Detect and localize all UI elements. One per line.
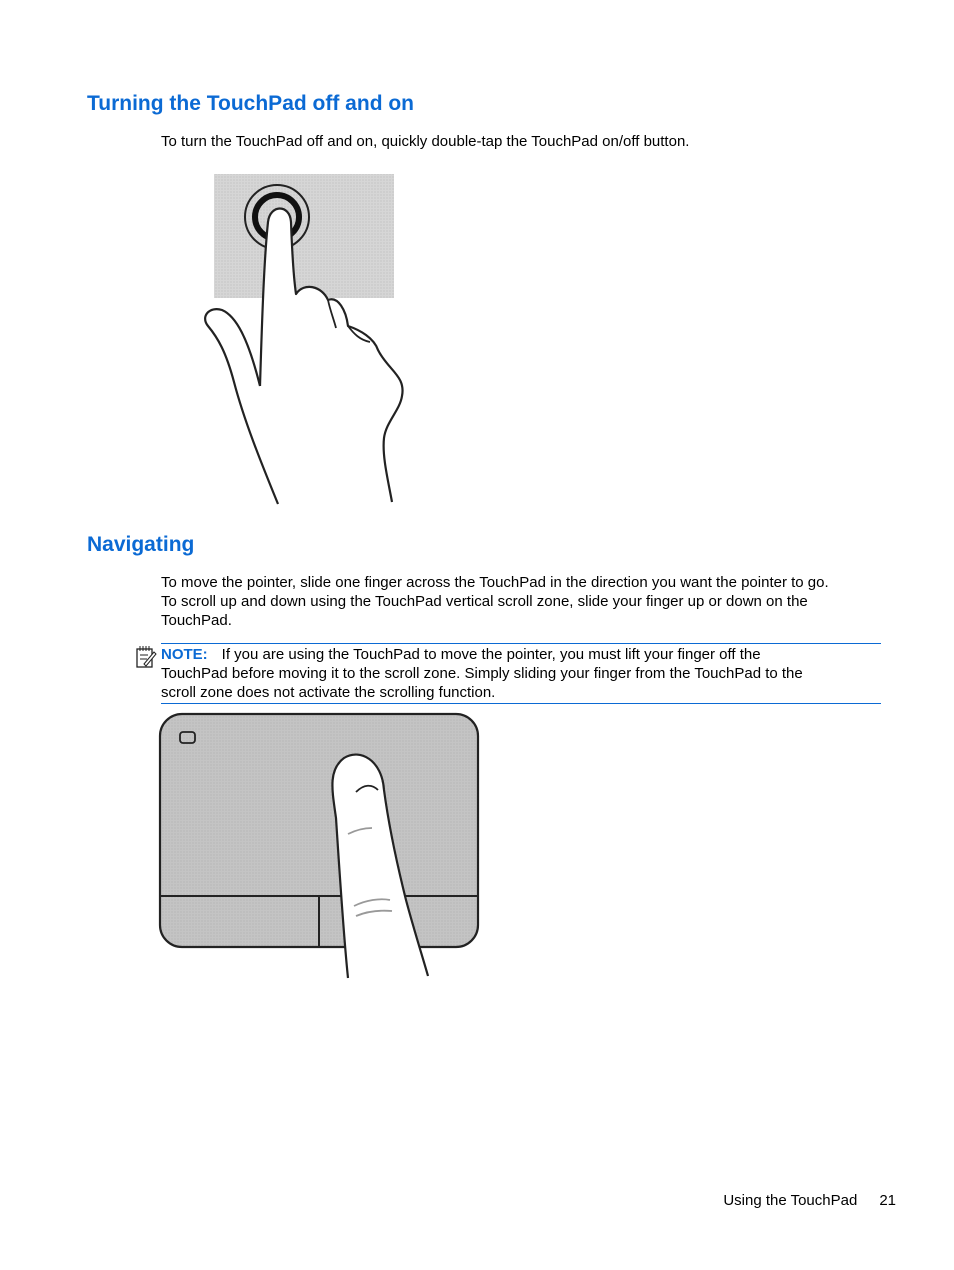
note-line: TouchPad before moving it to the scroll zone. Simply sliding your finger from the TouchPad to the xyxy=(161,665,803,682)
section-body-navigating xyxy=(161,573,829,630)
body-line: To turn the TouchPad off and on, quickly double-tap the TouchPad on/off button. xyxy=(161,133,690,150)
footer-section-title: Using the TouchPad xyxy=(723,1192,858,1209)
body-line: TouchPad. xyxy=(161,612,232,629)
note-text: If you are using the TouchPad to move the pointer, you must lift your finger off the xyxy=(221,646,761,663)
note-label: NOTE: xyxy=(161,646,208,663)
section-heading-touchpad-onoff: Turning the TouchPad off and on xyxy=(87,92,415,115)
double-tap-hand-illustration xyxy=(200,170,410,506)
note-line xyxy=(161,645,881,664)
touchpad-navigation-illustration xyxy=(156,710,486,982)
section-heading-navigating: Navigating xyxy=(87,533,195,556)
section-body-touchpad-onoff xyxy=(161,132,689,151)
page-number: 21 xyxy=(879,1192,896,1209)
note-icon xyxy=(135,645,157,669)
note-box xyxy=(161,643,881,704)
note-line: scroll zone does not activate the scrolling function. xyxy=(161,684,496,701)
body-line: To move the pointer, slide one finger across the TouchPad in the direction you want the pointer to go. xyxy=(161,574,829,591)
page-footer xyxy=(723,1192,896,1209)
body-line: To scroll up and down using the TouchPad vertical scroll zone, slide your finger up or down on the xyxy=(161,593,808,610)
